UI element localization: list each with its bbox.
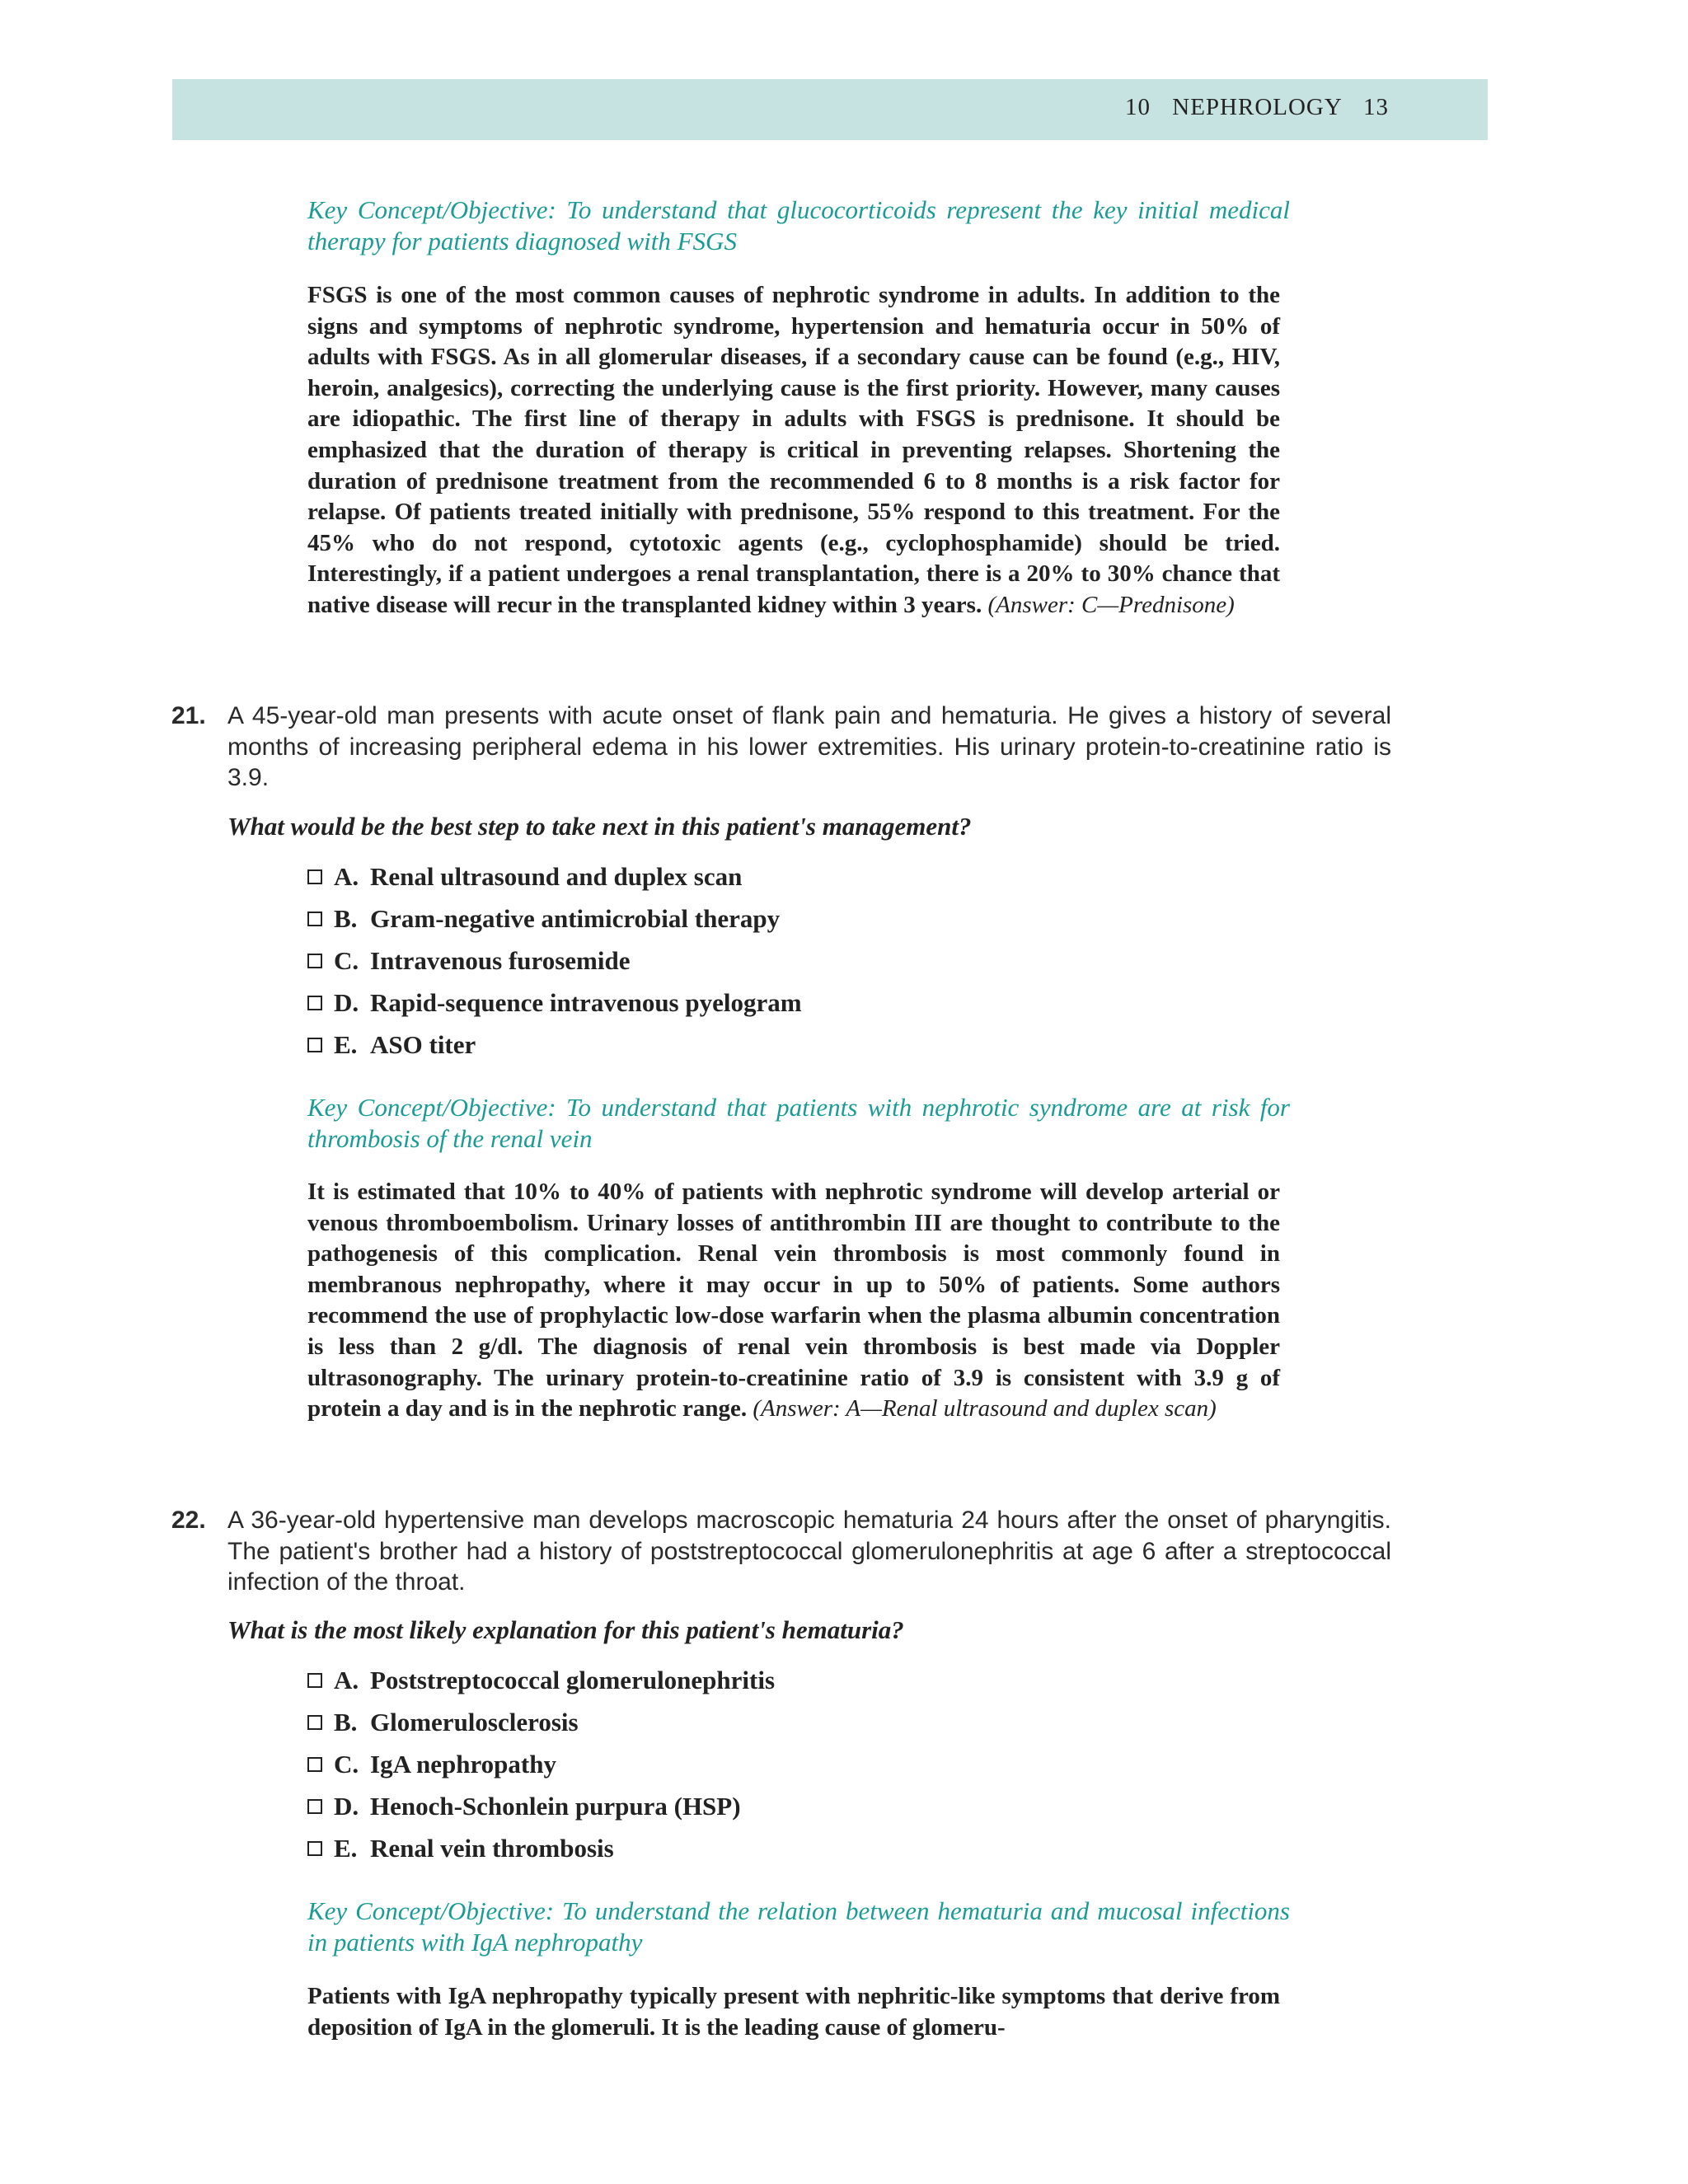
answer-option[interactable]: B. Glomerulosclerosis xyxy=(307,1701,775,1743)
question-21-prompt: What would be the best step to take next in this patient's management? xyxy=(227,812,972,841)
explanation-q20 xyxy=(307,280,1280,621)
checkbox-icon[interactable] xyxy=(307,912,322,926)
checkbox-icon[interactable] xyxy=(307,1841,322,1856)
question-22-options xyxy=(307,1659,775,1869)
chapter-number: 10 xyxy=(1125,94,1151,120)
page-number: 13 xyxy=(1363,94,1389,120)
question-number: 21. xyxy=(171,702,206,729)
answer-option[interactable]: D. Henoch-Schonlein purpura (HSP) xyxy=(307,1785,775,1827)
header-text xyxy=(1110,94,1389,121)
answer-option[interactable]: C. IgA nephropathy xyxy=(307,1743,775,1785)
explanation-text: It is estimated that 10% to 40% of patients with nephrotic syndrome will develop arterial or venous thromboembolism. Urinary losses of antithrombin III are thought to contribute to the pathogenesis of this complication. Renal vein thrombosis is most commonly found in membranous nephropathy, where it may occur in up to 50% of patients. Some authors recommend the use of prophylactic low-dose warfarin when the plasma albumin concentration is less than 2 g/dl. The diagnosis of renal vein thrombosis is best made via Doppler ultrasonography. The urinary protein-to-creatinine ratio of 3.9 is consistent with 3.9 g of protein a day and is in the nephrotic range. xyxy=(307,1179,1280,1422)
question-21-options xyxy=(307,855,802,1066)
checkbox-icon[interactable] xyxy=(307,1673,322,1688)
key-concept-q22: Key Concept/Objective: To understand the relation between hematuria and mucosal infections in patients with IgA nephropathy xyxy=(307,1896,1290,1957)
answer-option[interactable]: A. Renal ultrasound and duplex scan xyxy=(307,855,802,898)
explanation-q22 xyxy=(307,1981,1280,2043)
key-concept-q20: Key Concept/Objective: To understand that glucocorticoids represent the key initial medical therapy for patients diagnosed with FSGS xyxy=(307,195,1290,255)
answer-label: (Answer: A—Renal ultrasound and duplex scan) xyxy=(753,1395,1217,1422)
checkbox-icon[interactable] xyxy=(307,1757,322,1772)
key-concept-q21: Key Concept/Objective: To understand that patients with nephrotic syndrome are at risk for thrombosis of the renal vein xyxy=(307,1093,1290,1153)
explanation-text: Patients with IgA nephropathy typically present with nephritic-like symptoms that derive from deposition of IgA in the glomeruli. It is the leading cause of glomeru- xyxy=(307,1983,1280,2041)
answer-option[interactable]: E. ASO titer xyxy=(307,1024,802,1066)
checkbox-icon[interactable] xyxy=(307,869,322,884)
explanation-q21 xyxy=(307,1177,1280,1425)
checkbox-icon[interactable] xyxy=(307,954,322,968)
question-21 xyxy=(171,701,1391,794)
checkbox-icon[interactable] xyxy=(307,1038,322,1052)
question-22 xyxy=(171,1505,1391,1598)
checkbox-icon[interactable] xyxy=(307,1799,322,1814)
answer-option[interactable]: C. Intravenous furosemide xyxy=(307,940,802,982)
answer-label: (Answer: C—Prednisone) xyxy=(987,591,1235,618)
question-number: 22. xyxy=(171,1507,206,1534)
checkbox-icon[interactable] xyxy=(307,996,322,1010)
explanation-text: FSGS is one of the most common causes of nephrotic syndrome in adults. In addition to the signs and symptoms of nephrotic syndrome, hypertension and hematuria occur in 50% of adults with FSGS. As in all glomerular diseases, if a secondary cause can be found (e.g., HIV, heroin, analgesics), correcting the underlying cause is the first priority. However, many causes are idiopathic. The first line of therapy in adults with FSGS is prednisone. It should be emphasized that the duration of therapy is critical in preventing relapses. Shortening the duration of prednisone treatment from the recommended 6 to 8 months is a risk factor for relapse. Of patients treated initially with prednisone, 55% respond to this treatment. For the 45% who do not respond, cytotoxic agents (e.g., cyclophosphamide) should be tried. Interestingly, if a patient undergoes a renal transplantation, there is a 20% to 30% chance that native disease will recur in the transplanted kidney within 3 years. xyxy=(307,282,1280,618)
answer-option[interactable]: E. Renal vein thrombosis xyxy=(307,1827,775,1869)
answer-option[interactable]: D. Rapid-sequence intravenous pyelogram xyxy=(307,982,802,1024)
running-header xyxy=(172,79,1488,140)
chapter-title: NEPHROLOGY xyxy=(1172,94,1342,120)
checkbox-icon[interactable] xyxy=(307,1715,322,1730)
answer-option[interactable]: A. Poststreptococcal glomerulonephritis xyxy=(307,1659,775,1701)
question-stem: A 45-year-old man presents with acute onset of flank pain and hematuria. He gives a history of several months of increasing peripheral edema in his lower extremities. His urinary protein-to-creatinine ratio is 3.9. xyxy=(227,702,1391,791)
question-stem: A 36-year-old hypertensive man develops macroscopic hematuria 24 hours after the onset of pharyngitis. The patient's brother had a history of poststreptococcal glomerulonephritis at age 6 after a streptococcal infection of the throat. xyxy=(227,1507,1391,1596)
answer-option[interactable]: B. Gram-negative antimicrobial therapy xyxy=(307,898,802,940)
question-22-prompt: What is the most likely explanation for this patient's hematuria? xyxy=(227,1615,904,1644)
